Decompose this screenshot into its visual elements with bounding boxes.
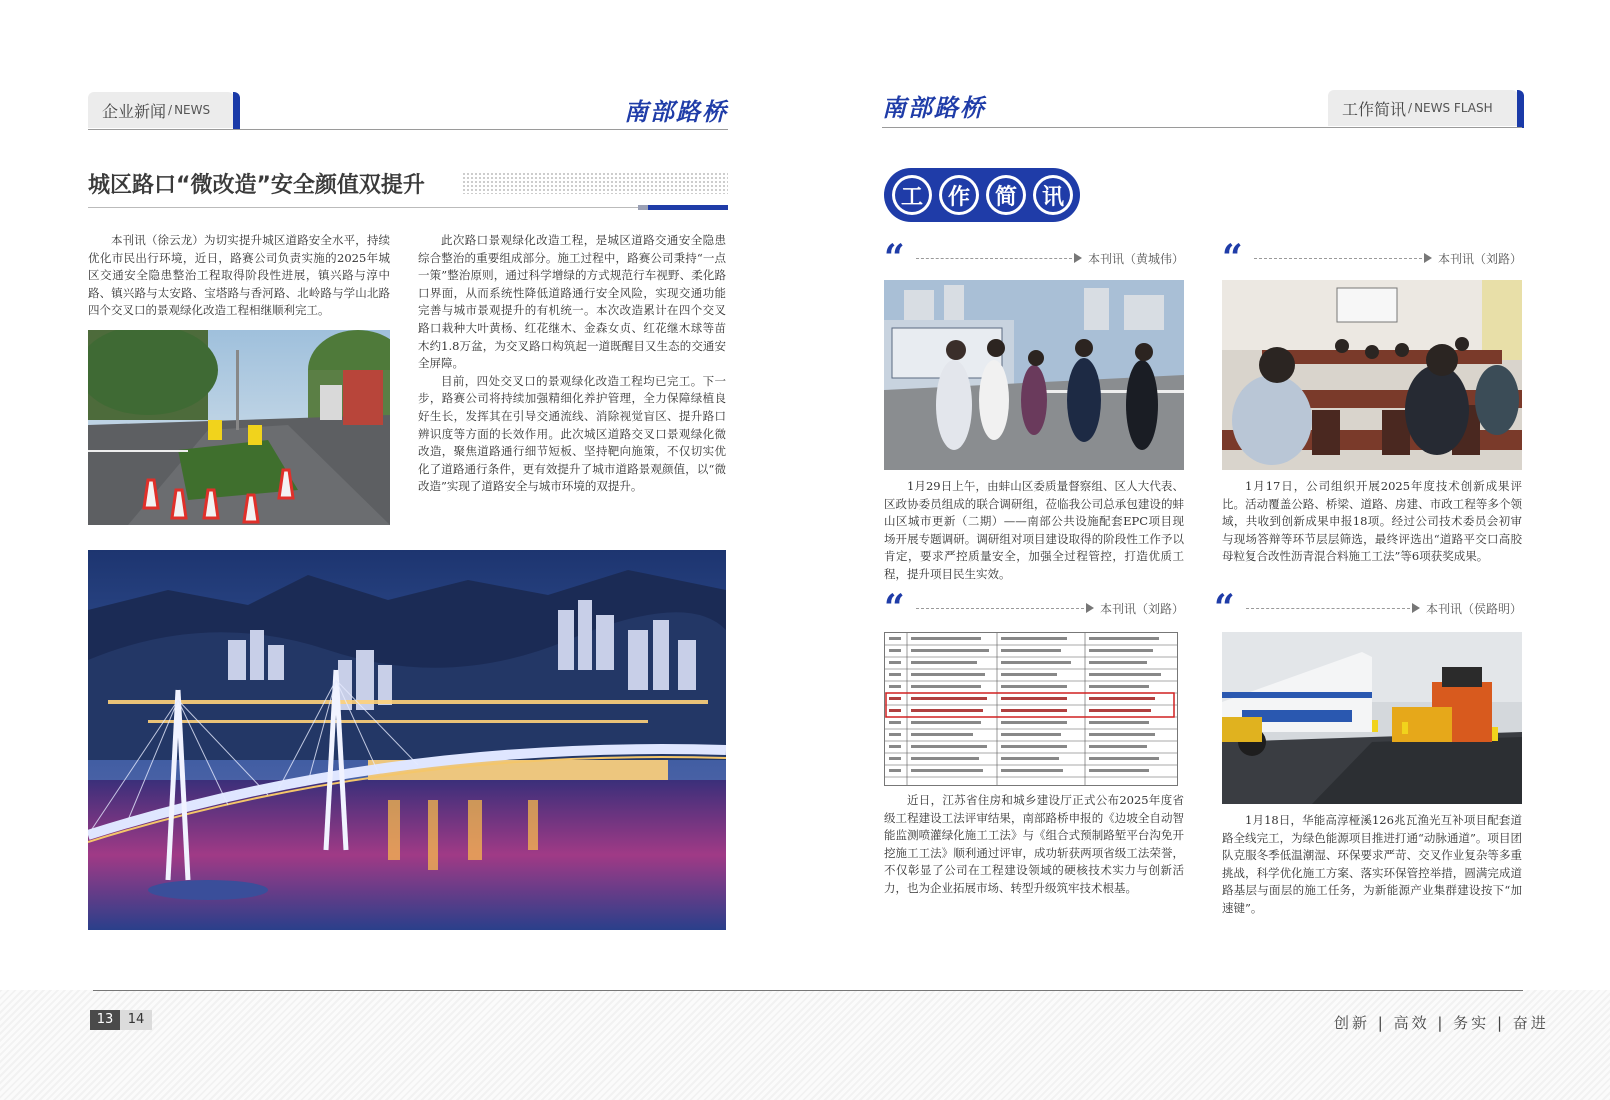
banner-char: 简 (986, 175, 1026, 215)
arrow-right-icon (1074, 253, 1082, 263)
article-paragraph: 此次路口景观绿化改造工程，是城区道路交通安全隐患综合整治的重要组成部分。施工过程中，路赛公司秉持“一点一策”整治原则，通过科学增绿的方式规范行车视野、柔化路口界面，从而系统性降低道路通行安全风险，实现交通功能完善与城市景观提升的有机统一。本次改造累计在四个交叉路口栽种大叶黄杨、红花继木、金森女贞、红花继木球等苗木约1.8万盆，为交叉路口构筑起一道既醒目又生态的交通安全屏障。 (418, 233, 726, 371)
title-underline-accent (648, 205, 728, 210)
quote-icon: “ (884, 587, 905, 629)
section-tab-news (88, 92, 234, 128)
footer-band (0, 990, 1610, 1100)
brand-logo-left: 南部路桥 (624, 97, 728, 126)
tab-accent-bar (1517, 90, 1524, 128)
article-col1-text (88, 232, 390, 320)
news-item-header (1222, 237, 1522, 279)
news-item-text (884, 478, 1184, 584)
footer-rule (93, 990, 1523, 991)
news-item-text (1222, 812, 1522, 918)
news-item-text (1222, 478, 1522, 566)
section-tab-news-flash (1328, 90, 1518, 126)
street-intersection-photo (88, 330, 390, 525)
section-label-zh: 企业新闻 (102, 101, 167, 121)
title-underline (88, 207, 728, 208)
quote-icon: “ (1222, 237, 1243, 279)
header-rule-left (88, 129, 728, 130)
page-number-right: 14 (120, 1010, 152, 1030)
dashed-divider (916, 258, 1072, 259)
brand-logo-right: 南部路桥 (882, 93, 986, 122)
article-paragraph: 本刊讯（徐云龙）为切实提升城区道路安全水平，持续优化市民出行环境，近日，路赛公司负责实施的2025年城区交通安全隐患整治工程取得阶段性进展，镇兴路与淳中路、镇兴路与太安路、宝塔路与香河路、北岭路与学山北路四个交叉口的景观绿化改造工程相继顺利完工。 (88, 233, 390, 318)
title-underline-grey (638, 205, 648, 210)
section-label-sep: / (1408, 101, 1413, 115)
news-paragraph: 1月17日，公司组织开展2025年度技术创新成果评比。活动覆盖公路、桥梁、道路、房建、市政工程等多个领域，共收到创新成果申报18项。经过公司技术委员会初审与现场答辩等环节层层筛选，最终评选出“道路平交口高胶母粒复合改性沥青混合料施工工法”等6项获奖成果。 (1222, 479, 1522, 564)
night-bridge-city-photo (88, 550, 726, 930)
arrow-right-icon (1086, 603, 1094, 613)
news-paragraph: 1月29日上午，由蚌山区委质量督察组、区人大代表、区政协委员组成的联合调研组，莅临我公司总承包建设的蚌山区城市更新（二期）——南部公共设施配套EPC项目现场开展专题调研。调研组对项目建设取得的阶段性工作予以肯定，要求严控质量安全，加强全过程管控，打造优质工程，提升项目民生实效。 (884, 479, 1184, 581)
news-item-header (884, 587, 1184, 629)
banner-char: 作 (939, 175, 979, 215)
dashed-divider (1254, 258, 1422, 259)
news-item-header (884, 237, 1184, 279)
news-item-text (884, 792, 1184, 898)
page-number-left: 13 (90, 1010, 120, 1030)
banner-char: 讯 (1033, 175, 1073, 215)
article-paragraph: 目前，四处交叉口的景观绿化改造工程均已完工。下一步，路赛公司将持续加强精细化养护管理，全力保障绿植良好生长，发挥其在引导交通流线、消除视觉盲区、提升路口辨识度等方面的长效作用。此次城区道路交叉口景观绿化微改造，聚焦道路通行细节短板、坚持靶向施策，不仅切实优化了道路通行条件，更有效提升了城市道路景观颜值，以“微改造”实现了道路安全与城市环境的双提升。 (418, 373, 726, 494)
news-paragraph: 1月18日，华能高淳桠溪126兆瓦渔光互补项目配套道路全线完工，为绿色能源项目推进打通“动脉通道”。项目团队克服冬季低温潮湿、环保要求严苛、交叉作业复杂等多重挑战，科学优化施工方案、落实环保管控举措，圆满完成道路基层与面层的施工任务，为新能源产业集群建设按下“加速键”。 (1222, 813, 1522, 915)
section-label-en: NEWS FLASH (1414, 101, 1493, 115)
quote-icon: “ (884, 237, 905, 279)
tab-accent-bar (233, 92, 240, 130)
banner-char: 工 (892, 175, 932, 215)
arrow-right-icon (1424, 253, 1432, 263)
news-source: 本刊讯（侯路明） (1425, 601, 1522, 616)
arrow-right-icon (1412, 603, 1420, 613)
quote-icon: “ (1214, 587, 1235, 629)
news-paragraph: 近日，江苏省住房和城乡建设厅正式公布2025年度省级工程建设工法评审结果，南部路桥申报的《边坡全自动智能监测喷灌绿化施工工法》与《组合式预制路堑平台沟免开挖施工工法》顺利通过评审，成功斩获两项省级工法荣誉，不仅彰显了公司在工程建设领域的硬核技术实力与创新活力，也为企业拓展市场、转型升级筑牢技术根基。 (884, 793, 1184, 895)
section-label-zh: 工作简讯 (1342, 99, 1407, 119)
dashed-divider (1246, 608, 1410, 609)
news-source: 本刊讯（刘路） (1099, 601, 1184, 616)
meeting-room-photo (1222, 280, 1522, 470)
news-source: 本刊讯（刘路） (1437, 251, 1522, 266)
article-col2-text (418, 232, 726, 496)
road-paving-photo (1222, 632, 1522, 804)
award-list-table-image (884, 632, 1178, 786)
news-source: 本刊讯（黄城伟） (1087, 251, 1184, 266)
news-item-header (1214, 587, 1522, 629)
dashed-divider (916, 608, 1084, 609)
section-label-en: NEWS (174, 103, 211, 117)
header-rule-right (882, 127, 1522, 128)
site-inspection-photo (884, 280, 1184, 470)
article-title: 城区路口“微改造”安全颜值双提升 (88, 173, 425, 198)
section-label-sep: / (168, 103, 173, 117)
footer-slogan: 创新 | 高效 | 务实 | 奋进 (1334, 1014, 1549, 1032)
title-dotted-band (462, 172, 728, 194)
